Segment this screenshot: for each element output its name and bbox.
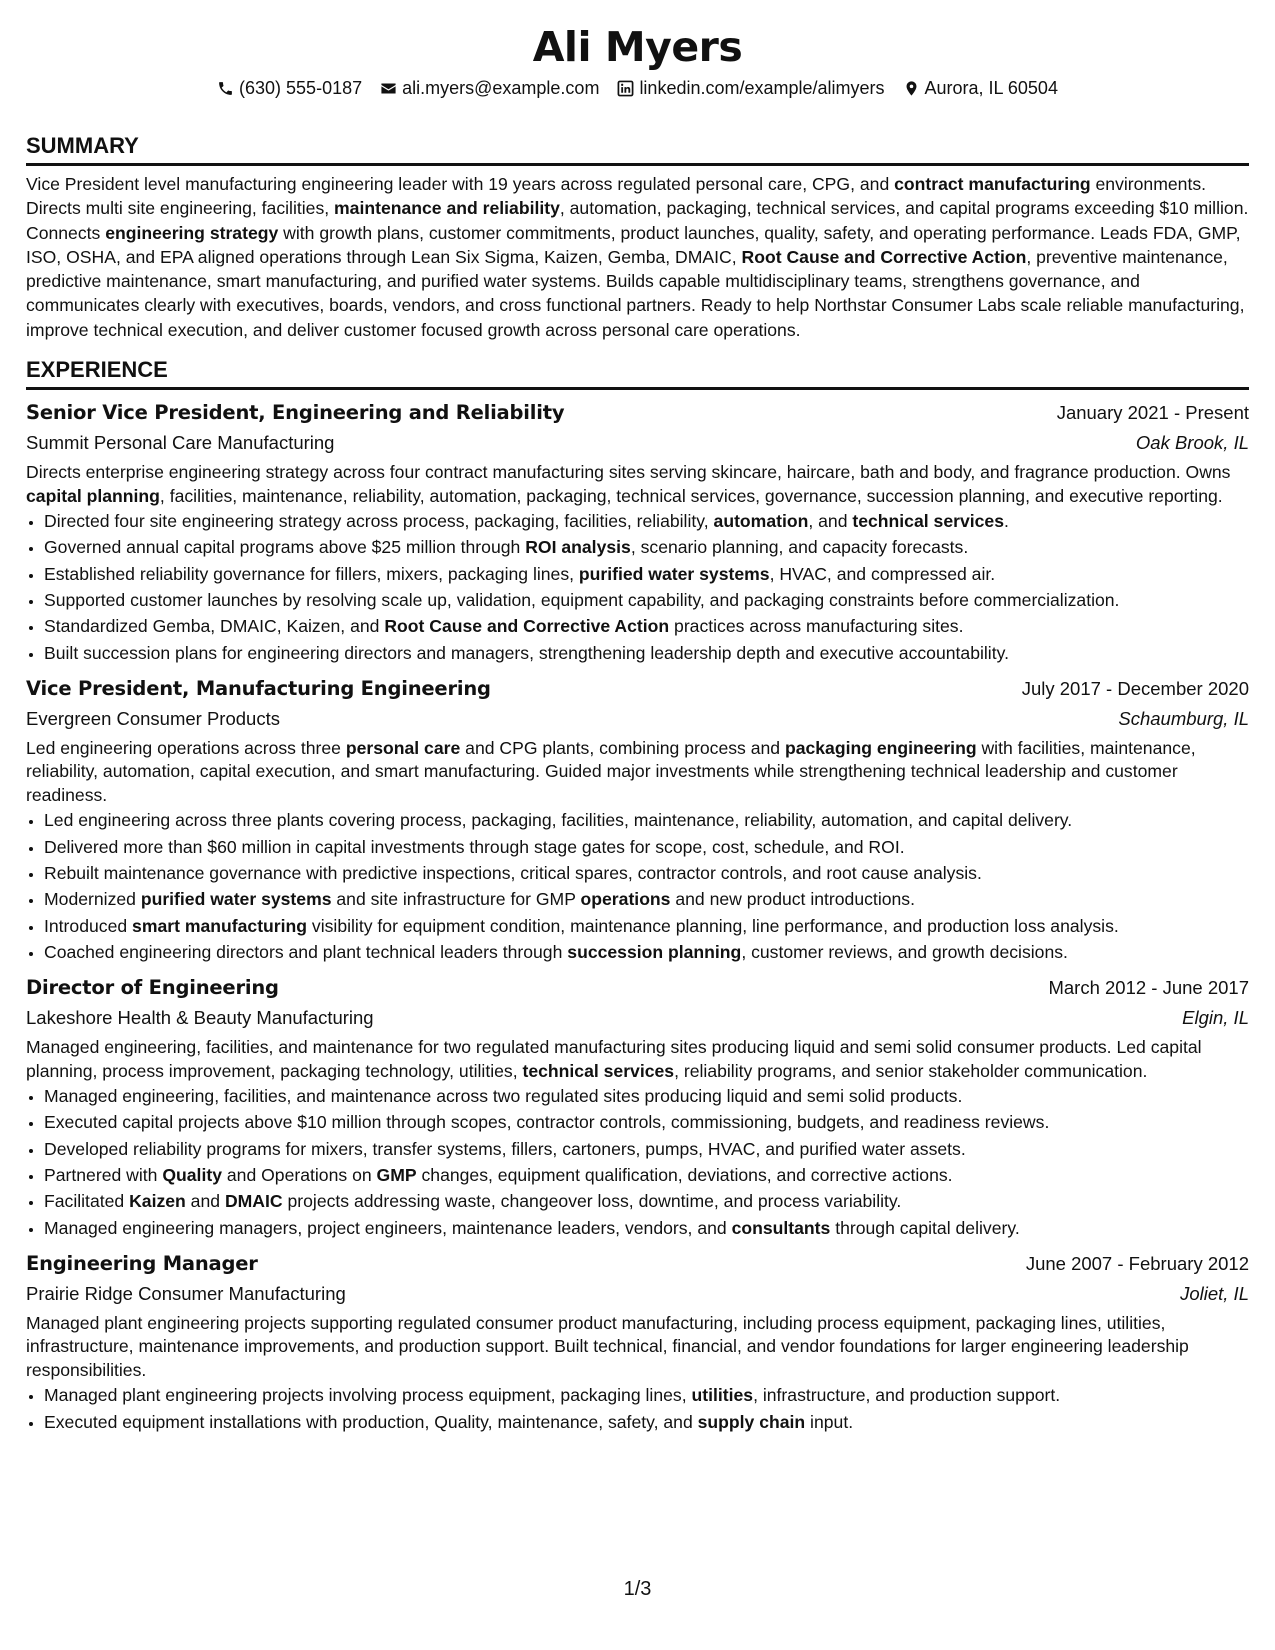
job-title: Senior Vice President, Engineering and Reliability (26, 401, 565, 425)
job-description: Managed engineering, facilities, and maintenance for two regulated manufacturing sites producing liquid and semi solid consumer products. Led capital planning, process improvement, packaging technology, utilities, technical services, reliability programs, and senior stakeholder communication. (26, 1037, 1202, 1081)
job-dates: July 2017 - December 2020 (1021, 677, 1249, 699)
job-description: Directs enterprise engineering strategy across four contract manufacturing sites serving skincare, haircare, bath and body, and fragrance production. Owns capital planning, facilities, maintenance, reliability, automation, packaging, technical services, governance, succession planning, and executive reporting. (26, 462, 1231, 506)
job-header-row (26, 674, 1249, 704)
phone-text: (630) 555-0187 (239, 77, 363, 98)
job-entry (26, 674, 1249, 965)
job-company-row (26, 704, 1249, 734)
bullet-item: • Managed engineering managers, project engineers, maintenance leaders, vendors, and consultants through capital delivery. (44, 1215, 1249, 1241)
experience-heading: EXPERIENCE (26, 356, 1249, 390)
job-title: Engineering Manager (26, 1251, 258, 1275)
page-number: 1/3 (623, 1578, 652, 1600)
bullet-item: • Led engineering across three plants covering process, packaging, facilities, maintenance, reliability, automation, and capital delivery. (44, 807, 1249, 833)
job-company-row (26, 1279, 1249, 1309)
job-location: Elgin, IL (1182, 1007, 1249, 1029)
candidate-name: Ali Myers (532, 23, 743, 71)
contact-phone (217, 78, 362, 99)
bullet-item: • Modernized purified water systems and site infrastructure for GMP operations and new product introductions. (44, 886, 1249, 912)
job-company: Lakeshore Health & Beauty Manufacturing (26, 1007, 374, 1029)
job-company: Summit Personal Care Manufacturing (26, 432, 335, 454)
job-header-row (26, 1249, 1249, 1279)
bullet-item: • Executed capital projects above $10 million through scopes, contractor controls, commissioning, budgets, and readiness reviews. (44, 1109, 1249, 1135)
map-marker-icon (903, 80, 920, 97)
job-company-row (26, 428, 1249, 458)
location-text: Aurora, IL 60504 (924, 77, 1058, 98)
contact-linkedin[interactable] (617, 78, 884, 99)
bullet-item: • Built succession plans for engineering directors and managers, strengthening leadership depth and executive accountability. (44, 640, 1249, 666)
bullet-item: • Developed reliability programs for mixers, transfer systems, fillers, cartoners, pumps, HVAC, and purified water assets. (44, 1136, 1249, 1162)
job-bullets (26, 508, 1249, 666)
job-location: Oak Brook, IL (1135, 432, 1249, 454)
job-bullets (26, 1382, 1249, 1435)
bullet-item: • Partnered with Quality and Operations on GMP changes, equipment qualification, deviations, and corrective actions. (44, 1162, 1249, 1188)
bullet-item: • Coached engineering directors and plant technical leaders through succession planning, customer reviews, and growth decisions. (44, 939, 1249, 965)
job-title: Director of Engineering (26, 976, 279, 1000)
job-header-row (26, 398, 1249, 428)
bullet-item: • Introduced smart manufacturing visibility for equipment condition, maintenance planning, line performance, and production loss analysis. (44, 913, 1249, 939)
bullet-item: • Facilitated Kaizen and DMAIC projects addressing waste, changeover loss, downtime, and process variability. (44, 1188, 1249, 1214)
bullet-item: • Supported customer launches by resolving scale up, validation, equipment capability, and packaging constraints before commercialization. (44, 587, 1249, 613)
envelope-icon (380, 80, 397, 97)
job-entry (26, 1249, 1249, 1435)
bullet-item: • Governed annual capital programs above $25 million through ROI analysis, scenario planning, and capacity forecasts. (44, 534, 1249, 560)
job-dates: January 2021 - Present (1056, 402, 1249, 424)
summary-text: Vice President level manufacturing engineering leader with 19 years across regulated personal care, CPG, and contract manufacturing environments. Directs multi site engineering, facilities, maintenance and reliability, automation, packaging, technical services, and capital programs exceeding $10 million. Connects engineering strategy with growth plans, customer commitments, product launches, quality, safety, and operating performance. Leads FDA, GMP, ISO, OSHA, and EPA aligned operations through Lean Six Sigma, Kaizen, Gemba, DMAIC, Root Cause and Corrective Action, preventive maintenance, predictive maintenance, smart manufacturing, and purified water systems. Builds capable multidisciplinary teams, strengthens governance, and communicates clearly with executives, boards, vendors, and cross functional partners. Ready to help Northstar Consumer Labs scale reliable manufacturing, improve technical execution, and deliver customer focused growth across personal care operations. (26, 174, 1249, 340)
bullet-item: • Established reliability governance for fillers, mixers, packaging lines, purified water systems, HVAC, and compressed air. (44, 561, 1249, 587)
job-header-row (26, 973, 1249, 1003)
job-company: Prairie Ridge Consumer Manufacturing (26, 1282, 346, 1304)
bullet-item: • Directed four site engineering strategy across process, packaging, facilities, reliability, automation, and technical services. (44, 508, 1249, 534)
linkedin-icon (617, 80, 634, 97)
job-title: Vice President, Manufacturing Engineering (26, 676, 491, 700)
bullet-item: • Standardized Gemba, DMAIC, Kaizen, and Root Cause and Corrective Action practices across manufacturing sites. (44, 613, 1249, 639)
phone-icon (217, 80, 234, 97)
bullet-item: • Rebuilt maintenance governance with predictive inspections, critical spares, contractor controls, and root cause analysis. (44, 860, 1249, 886)
job-company-row (26, 1003, 1249, 1033)
job-entry (26, 398, 1249, 666)
contact-bar (26, 74, 1249, 102)
job-description: Managed plant engineering projects supporting regulated consumer product manufacturing, including process equipment, packaging lines, utilities, infrastructure, maintenance improvements, and production support. Built technical, financial, and vendor foundations for larger engineering leadership responsibilities. (26, 1312, 1189, 1380)
job-bullets (26, 807, 1249, 965)
summary-heading: SUMMARY (26, 132, 1249, 166)
email-text[interactable]: ali.myers@example.com (402, 77, 600, 98)
bullet-item: • Executed equipment installations with production, Quality, maintenance, safety, and supply chain input. (44, 1409, 1249, 1435)
job-dates: March 2012 - June 2017 (1048, 977, 1249, 999)
bullet-item: • Delivered more than $60 million in capital investments through stage gates for scope, cost, schedule, and ROI. (44, 834, 1249, 860)
job-location: Joliet, IL (1180, 1282, 1249, 1304)
job-company: Evergreen Consumer Products (26, 707, 280, 729)
experience-list (26, 398, 1249, 1435)
job-entry (26, 973, 1249, 1241)
bullet-item: • Managed engineering, facilities, and maintenance across two regulated sites producing liquid and semi solid products. (44, 1083, 1249, 1109)
job-bullets (26, 1083, 1249, 1241)
contact-email[interactable] (380, 78, 599, 99)
job-description: Led engineering operations across three personal care and CPG plants, combining process and packaging engineering with facilities, maintenance, reliability, automation, capital execution, and smart manufacturing. Guided major investments while strengthening technical leadership and customer readiness. (26, 737, 1196, 805)
bullet-item: • Managed plant engineering projects involving process equipment, packaging lines, utilities, infrastructure, and production support. (44, 1382, 1249, 1408)
job-location: Schaumburg, IL (1118, 707, 1249, 729)
contact-location (903, 78, 1058, 99)
job-dates: June 2007 - February 2012 (1025, 1252, 1249, 1274)
linkedin-text[interactable]: linkedin.com/example/alimyers (639, 77, 885, 98)
resume-page (26, 0, 1249, 1435)
